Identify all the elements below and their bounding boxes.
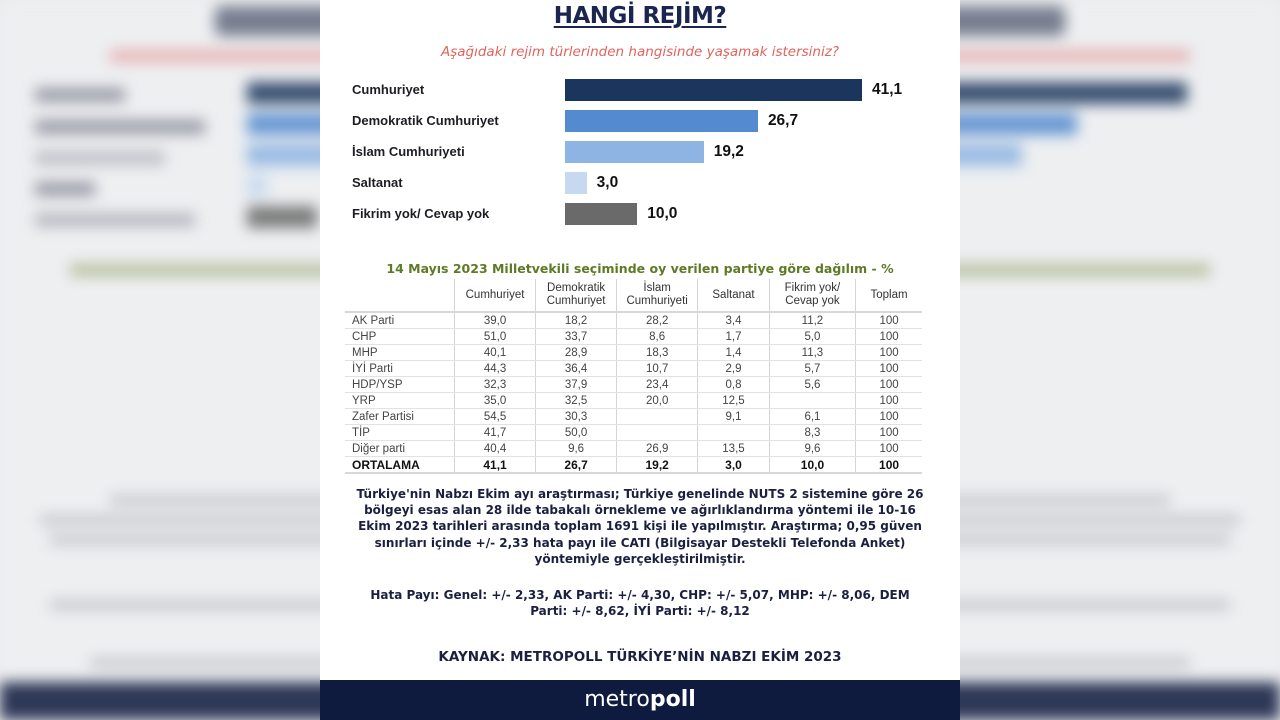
bar-value-label: 26,7 bbox=[767, 112, 799, 129]
value-cell: 40,4 bbox=[455, 441, 536, 457]
party-name-cell: Diğer parti bbox=[345, 441, 455, 457]
value-cell: 41,1 bbox=[455, 457, 536, 474]
bar-category-label: Fikrim yok/ Cevap yok bbox=[352, 206, 490, 221]
value-cell: 18,2 bbox=[536, 312, 617, 329]
bg-label-blur bbox=[35, 88, 125, 102]
bg-label-blur bbox=[35, 213, 195, 227]
column-header-line: Cevap yok bbox=[785, 295, 840, 307]
party-name-cell: MHP bbox=[345, 345, 455, 361]
methodology-note: Türkiye'nin Nabzı Ekim ayı araştırması; Türkiye genelinde NUTS 2 sistemine göre 26 bölgeyi esas alan 28 ilde tabakalı örnekleme ve ağırlıklandırma yöntemi ile 10-16 Ekim 2023 tarihleri arasında toplam 1691 kişi ile yapılmıştır. Araştırma; 0,95 güven sınırları içinde +/- 2,33 hata payı ile CATI (Bilgisayar Destekli Telefonda Anket) yöntemiyle gerçekleştirilmiştir. bbox=[356, 487, 924, 566]
value-cell: 1,7 bbox=[698, 329, 770, 345]
value-cell: 54,5 bbox=[455, 409, 536, 425]
value-cell: 100 bbox=[856, 425, 922, 441]
value-cell: 100 bbox=[856, 441, 922, 457]
value-cell: 13,5 bbox=[698, 441, 770, 457]
value-cell: 9,1 bbox=[698, 409, 770, 425]
bar bbox=[565, 172, 587, 194]
bg-label-blur bbox=[35, 120, 205, 134]
table-row bbox=[345, 425, 922, 441]
column-header bbox=[455, 279, 536, 312]
value-cell: 30,3 bbox=[536, 409, 617, 425]
value-cell: 100 bbox=[856, 393, 922, 409]
value-cell: 6,1 bbox=[769, 409, 855, 425]
bar bbox=[565, 203, 637, 225]
column-header-line: Toplam bbox=[870, 288, 908, 301]
value-cell: 23,4 bbox=[617, 377, 698, 393]
value-cell: 32,5 bbox=[536, 393, 617, 409]
value-cell: 5,7 bbox=[769, 361, 855, 377]
value-cell: 11,3 bbox=[769, 345, 855, 361]
column-header bbox=[617, 279, 698, 312]
column-header-line: Cumhuriyeti bbox=[626, 295, 688, 307]
bar-row bbox=[320, 140, 960, 164]
value-cell: 100 bbox=[856, 361, 922, 377]
bar-value-label: 3,0 bbox=[596, 174, 619, 191]
value-cell: 20,0 bbox=[617, 393, 698, 409]
source-line: KAYNAK: METROPOLL TÜRKİYE’NİN NABZI EKİM 2023 bbox=[438, 649, 842, 665]
distribution-table bbox=[345, 279, 922, 474]
bar-row bbox=[320, 171, 960, 195]
bar-value-label: 41,1 bbox=[872, 81, 903, 98]
value-cell: 26,7 bbox=[536, 457, 617, 474]
value-cell: 40,1 bbox=[455, 345, 536, 361]
value-cell bbox=[617, 409, 698, 425]
column-header-line: İslam bbox=[643, 282, 671, 294]
bar bbox=[565, 141, 704, 163]
party-name-cell: AK Parti bbox=[345, 312, 455, 329]
metropoll-logo bbox=[584, 687, 696, 712]
column-header-line: Cumhuriyet bbox=[546, 295, 606, 307]
column-header-line: Saltanat bbox=[712, 288, 755, 301]
value-cell: 10,0 bbox=[769, 457, 855, 474]
page-title: HANGİ REJİM? bbox=[553, 3, 727, 29]
logo-bold: poll bbox=[649, 687, 696, 712]
party-name-cell: İYİ Parti bbox=[345, 361, 455, 377]
value-cell: 41,7 bbox=[455, 425, 536, 441]
value-cell: 28,9 bbox=[536, 345, 617, 361]
bar-category-label: Cumhuriyet bbox=[352, 82, 425, 97]
value-cell: 50,0 bbox=[536, 425, 617, 441]
party-name-cell: ORTALAMA bbox=[345, 457, 455, 474]
error-margin-note: Hata Payı: Genel: +/- 2,33, AK Parti: +/- 4,30, CHP: +/- 5,07, MHP: +/- 8,06, DEM Parti: +/- 8,62, İYİ Parti: +/- 8,12 bbox=[370, 588, 910, 619]
value-cell: 26,9 bbox=[617, 441, 698, 457]
average-row bbox=[345, 457, 922, 474]
value-cell: 35,0 bbox=[455, 393, 536, 409]
column-header-line: Demokratik bbox=[547, 282, 606, 294]
value-cell: 44,3 bbox=[455, 361, 536, 377]
bar-category-label: Demokratik Cumhuriyet bbox=[352, 113, 499, 128]
value-cell: 19,2 bbox=[617, 457, 698, 474]
column-header-line: Cumhuriyet bbox=[465, 288, 525, 301]
party-name-cell: CHP bbox=[345, 329, 455, 345]
value-cell: 100 bbox=[856, 457, 922, 474]
value-cell bbox=[617, 425, 698, 441]
value-cell: 39,0 bbox=[455, 312, 536, 329]
bar-value-label: 10,0 bbox=[647, 205, 678, 222]
value-cell: 11,2 bbox=[769, 312, 855, 329]
table-header-row bbox=[345, 279, 922, 312]
bar-category-label: İslam Cumhuriyeti bbox=[352, 144, 465, 159]
value-cell: 5,0 bbox=[769, 329, 855, 345]
value-cell: 5,6 bbox=[769, 377, 855, 393]
table-row bbox=[345, 377, 922, 393]
value-cell bbox=[769, 393, 855, 409]
value-cell: 100 bbox=[856, 312, 922, 329]
table-row bbox=[345, 393, 922, 409]
value-cell: 32,3 bbox=[455, 377, 536, 393]
value-cell: 100 bbox=[856, 377, 922, 393]
column-header bbox=[698, 279, 770, 312]
value-cell: 8,3 bbox=[769, 425, 855, 441]
bg-label-blur bbox=[35, 151, 165, 165]
bar bbox=[565, 110, 758, 132]
column-header bbox=[769, 279, 855, 312]
party-name-cell: YRP bbox=[345, 393, 455, 409]
bar bbox=[565, 79, 862, 101]
value-cell: 1,4 bbox=[698, 345, 770, 361]
party-name-cell: Zafer Partisi bbox=[345, 409, 455, 425]
value-cell: 51,0 bbox=[455, 329, 536, 345]
table-row bbox=[345, 361, 922, 377]
value-cell: 3,4 bbox=[698, 312, 770, 329]
column-header bbox=[345, 279, 455, 312]
party-name-cell: HDP/YSP bbox=[345, 377, 455, 393]
regime-bar-chart bbox=[320, 78, 960, 234]
bg-bar-blur bbox=[247, 206, 317, 228]
bar-row bbox=[320, 109, 960, 133]
bar-value-label: 19,2 bbox=[713, 143, 744, 160]
table-title: 14 Mayıs 2023 Milletvekili seçiminde oy verilen partiye göre dağılım - % bbox=[386, 261, 894, 276]
value-cell: 10,7 bbox=[617, 361, 698, 377]
table-row bbox=[345, 441, 922, 457]
infographic-card bbox=[320, 0, 960, 720]
party-name-cell: TİP bbox=[345, 425, 455, 441]
value-cell: 3,0 bbox=[698, 457, 770, 474]
value-cell: 12,5 bbox=[698, 393, 770, 409]
bar-row bbox=[320, 202, 960, 226]
value-cell bbox=[698, 425, 770, 441]
table-row bbox=[345, 312, 922, 329]
value-cell: 0,8 bbox=[698, 377, 770, 393]
value-cell: 33,7 bbox=[536, 329, 617, 345]
value-cell: 9,6 bbox=[536, 441, 617, 457]
column-header bbox=[856, 279, 922, 312]
value-cell: 100 bbox=[856, 329, 922, 345]
bg-label-blur bbox=[35, 182, 95, 196]
bar-row bbox=[320, 78, 960, 102]
table-row bbox=[345, 329, 922, 345]
value-cell: 2,9 bbox=[698, 361, 770, 377]
value-cell: 8,6 bbox=[617, 329, 698, 345]
logo-light: metro bbox=[584, 687, 650, 712]
value-cell: 36,4 bbox=[536, 361, 617, 377]
value-cell: 100 bbox=[856, 345, 922, 361]
value-cell: 37,9 bbox=[536, 377, 617, 393]
value-cell: 9,6 bbox=[769, 441, 855, 457]
bg-bar-blur bbox=[247, 175, 267, 197]
value-cell: 28,2 bbox=[617, 312, 698, 329]
value-cell: 100 bbox=[856, 409, 922, 425]
survey-question: Aşağıdaki rejim türlerinden hangisinde yaşamak istersiniz? bbox=[441, 44, 839, 60]
column-header-line: Fikrim yok/ bbox=[784, 282, 841, 294]
table-row bbox=[345, 409, 922, 425]
table-row bbox=[345, 345, 922, 361]
footer-bar bbox=[320, 680, 960, 720]
value-cell: 18,3 bbox=[617, 345, 698, 361]
bar-category-label: Saltanat bbox=[352, 175, 403, 190]
column-header bbox=[536, 279, 617, 312]
